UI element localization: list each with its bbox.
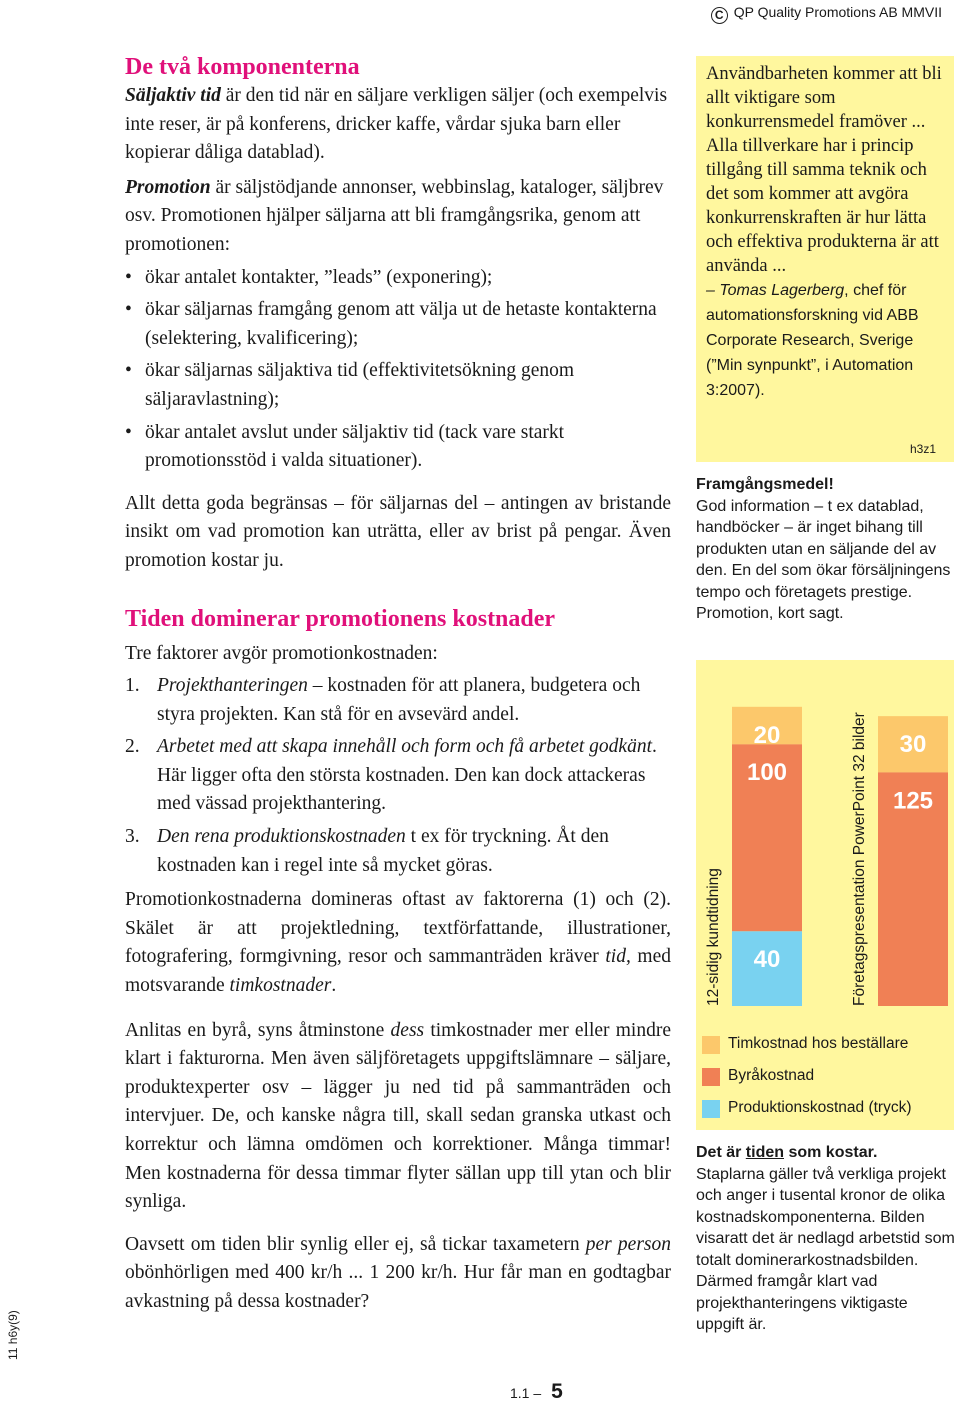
text-promotion-2: Promotionen hjälper säljarna att bli framgångsrika, genom att promotionen: — [125, 205, 641, 255]
list-item: • ökar säljarnas framgång genom att välja ut de hetaste kontakterna (selektering, kvalificering); — [125, 296, 671, 353]
chart-caption — [696, 1142, 958, 1336]
caption-title-post: som kostar. — [784, 1144, 878, 1161]
item-text: t ex för tryckning. Åt den kostnaden kan i regel inte så mycket göras. — [157, 826, 609, 876]
side-code: 11 h6y(9) — [6, 1310, 20, 1360]
list-item — [125, 672, 671, 729]
text: . — [331, 975, 337, 997]
list-item — [125, 823, 671, 880]
paragraph-three-factors: Tre faktorer avgör promotionkostnaden: — [125, 642, 438, 664]
emphasis: dess — [390, 1019, 425, 1041]
category-label: Företagspresentation PowerPoint 32 bilder — [851, 712, 868, 1006]
text: timkostnader mer eller mindre klart i fakturorna. Men även säljföretagets uppgiftslämnare – säljare, produktexperter osv – lägger ju ned tid på sammanträden och intervjuer. De, och kanske några till, skall sedan granska utkast och korrektur och lämna omdömen och korrektioner. Många timmar! Men kostnaderna för dessa timmar flyter sällan upp till ytan och blir synliga. — [125, 1019, 671, 1213]
success-box — [696, 474, 958, 625]
list-item — [125, 733, 671, 819]
bullet-list — [125, 264, 671, 476]
caption-text: Staplarna gäller två verkliga projekt och anger i tusental kronor de olika kostnadskomponenterna. Bilden visaratt det är nedlagd arbetstid som totalt dominerarkostnadsbilden. Därmed framgår klart vad projekthanteringens viktigaste uppgift är. — [696, 1165, 955, 1333]
caption-title — [696, 1144, 877, 1161]
caption-title-pre: Det är — [696, 1144, 746, 1161]
text: obönhörligen med 400 kr/h ... 1 200 kr/h. Hur får man en godtagbar avkastning på dessa kostnader? — [125, 1262, 671, 1312]
paragraph-taximeter — [125, 1231, 671, 1317]
item-text: – kostnaden för att planera, budgetera och styra projekten. Kan stå för en avsevärd andel. — [157, 675, 641, 725]
legend-swatch-timkostnad — [702, 1036, 720, 1054]
data-label: 20 — [753, 721, 781, 749]
item-number: 3. — [125, 826, 140, 848]
legend-swatch-produktion — [702, 1100, 720, 1118]
data-label: 40 — [753, 946, 781, 974]
item-term: Arbetet med att skapa innehåll och form och få arbetet godkänt — [157, 736, 652, 758]
paragraph-limits: Allt detta goda begränsas – för säljarnas del – antingen av bristande insikt om vad promotion kan uträtta, eller av brist på pengar. Även promotion kostar ju. — [125, 492, 671, 571]
page-number — [510, 1380, 563, 1404]
text-promotion-1: är säljstödjande annonser, webbinslag, kataloger, säljbrev osv. — [125, 176, 664, 227]
item-number: 1. — [125, 675, 140, 697]
page-num: 5 — [551, 1380, 563, 1403]
numbered-list — [125, 672, 671, 880]
legend-label-timkostnad: Timkostnad hos beställare — [728, 1035, 909, 1052]
paragraph-dominated — [125, 886, 671, 1000]
text-saljaktiv-tid: är den tid när en säljare verkligen säljer (och exempelvis inte reser, är på konferens, dricker kaffe, vårdar sjuka barn eller kopierar dåliga datablad). — [125, 85, 668, 164]
panel-code: h3z1 — [909, 442, 936, 456]
page-prefix: 1.1 – — [510, 1385, 542, 1401]
item-term: Den rena produktionskostnaden — [157, 826, 406, 848]
data-label: 100 — [746, 759, 788, 787]
term-saljaktiv-tid: Säljaktiv tid — [125, 85, 221, 106]
data-label: 30 — [899, 731, 927, 759]
paragraph-agency — [125, 1017, 671, 1217]
legend-label-byrakostnad: Byråkostnad — [728, 1067, 815, 1084]
legend-swatch-byrakostnad — [702, 1068, 720, 1086]
quote-source-text: , chef för automationsforskning vid ABB Corporate Research, Sverige (”Min synpunkt”, i Automation 3:2007). — [706, 282, 919, 399]
legend-label-produktion: Produktionskostnad (tryck) — [728, 1099, 912, 1116]
success-title: Framgångsmedel! — [696, 476, 834, 493]
cost-chart — [696, 660, 954, 1020]
list-item: • ökar antalet kontakter, ”leads” (exponering); — [125, 264, 671, 293]
caption-title-underlined: tiden — [745, 1144, 785, 1161]
quote-block — [706, 62, 950, 403]
quote-author: – Tomas Lagerberg — [706, 282, 845, 299]
list-item: • ökar säljarnas säljaktiva tid (effektivitetsökning genom säljaravlastning); — [125, 357, 671, 414]
quote-panel — [696, 56, 954, 462]
data-label: 125 — [892, 787, 934, 815]
term-promotion: Promotion — [125, 176, 211, 198]
item-number: 2. — [125, 736, 140, 758]
copyright-line — [711, 4, 942, 24]
emphasis: tid, — [605, 946, 631, 968]
quote-source — [706, 282, 919, 399]
text: Promotionkostnaderna domineras oftast av faktorerna (1) och (2). Skälet är att projektledning, textförfattande, illustrationer, fotografering, formgivning, resor och sammanträden kräver — [125, 889, 671, 968]
success-text: God information – t ex datablad, handböcker – är inget bihang till produkten utan en säljande del av den. En del som ökar försäljningens tempo och företagets prestige. Promotion, kort sagt. — [696, 497, 951, 622]
chart-panel — [696, 660, 954, 1130]
copyright-icon: C — [711, 7, 728, 24]
emphasis: per person — [585, 1233, 671, 1255]
text: Oavsett om tiden blir synlig eller ej, så tickar taxametern — [125, 1233, 586, 1255]
emphasis: timkostnader — [229, 975, 332, 997]
paragraph-promotion — [125, 174, 671, 260]
paragraph-saljaktiv-tid — [125, 82, 671, 168]
item-text: . Här ligger ofta den största kostnaden. Den kan dock attackeras med vässad projekthantering. — [157, 736, 657, 815]
category-label: 12-sidig kundtidning — [705, 868, 722, 1006]
heading-two-components: De två komponenterna — [125, 54, 360, 80]
heading-time-dominates: Tiden dominerar promotionens kostnader — [125, 605, 556, 632]
copyright-text: QP Quality Promotions AB MMVII — [733, 4, 942, 20]
text: med motsvarande — [125, 946, 672, 997]
text: Anlitas en byrå, syns åtminstone — [125, 1019, 391, 1041]
list-item: • ökar antalet avslut under säljaktiv tid (tack vare starkt promotionsstöd i valda situationer). — [125, 419, 671, 476]
main-column — [125, 52, 671, 1317]
quote-text: Användbarheten kommer att bli allt viktigare som konkurrensmedel framöver ... Alla tillverkare har i princip tillgång till samma teknik och det som kommer att avgöra konkurrenskraften är hur lätta och effektiva produkterna är att använda ... — [706, 64, 942, 276]
item-term: Projekthanteringen — [157, 675, 308, 697]
